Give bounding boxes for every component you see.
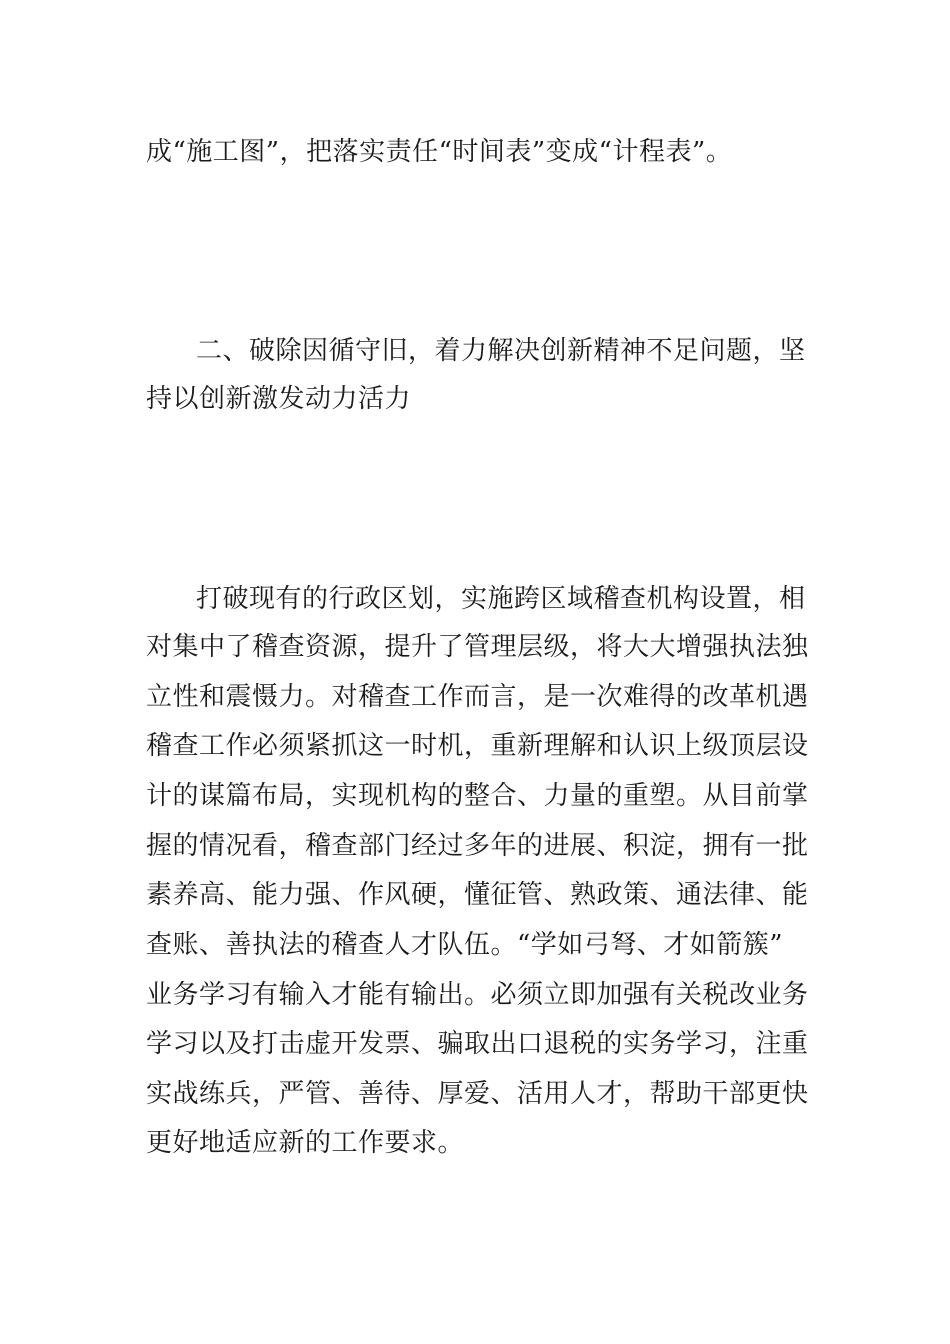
paragraph-fragment-line: 成“施工图”，把落实责任“时间表”变成“计程表”。 [146, 137, 733, 167]
body-text-line: 学习以及打击虚开发票、骗取出口退税的实务学习，注重 [146, 1029, 809, 1059]
body-text-line: 打破现有的行政区划，实施跨区域稽查机构设置，相 [196, 584, 806, 614]
body-text-line: 立性和震慑力。对稽查工作而言，是一次难得的改革机遇 [146, 682, 809, 712]
body-text-line: 稽查工作必须紧抓这一时机，重新理解和认识上级顶层设 [146, 731, 809, 761]
body-text-line: 对集中了稽查资源，提升了管理层级，将大大增强执法独 [146, 632, 809, 662]
body-text-line: 实战练兵，严管、善待、厚爱、活用人才，帮助干部更快 [146, 1079, 809, 1109]
body-text-line: 业务学习有输入才能有输出。必须立即加强有关税改业务 [146, 980, 809, 1010]
body-text-line: 更好地适应新的工作要求。 [146, 1128, 465, 1158]
body-text-line: 素养高、能力强、作风硬，懂征管、熟政策、通法律、能 [146, 880, 809, 910]
body-text-line: 查账、善执法的稽查人才队伍。“学如弓弩、才如箭簇” [146, 930, 784, 960]
section-heading-line: 持以创新激发动力活力 [146, 384, 412, 414]
body-text-line: 握的情况看，稽查部门经过多年的进展、积淀，拥有一批 [146, 831, 809, 861]
section-heading-line: 二、破除因循守旧，着力解决创新精神不足问题，坚 [196, 336, 806, 366]
body-text-line: 计的谋篇布局，实现机构的整合、力量的重塑。从目前掌 [146, 781, 809, 811]
